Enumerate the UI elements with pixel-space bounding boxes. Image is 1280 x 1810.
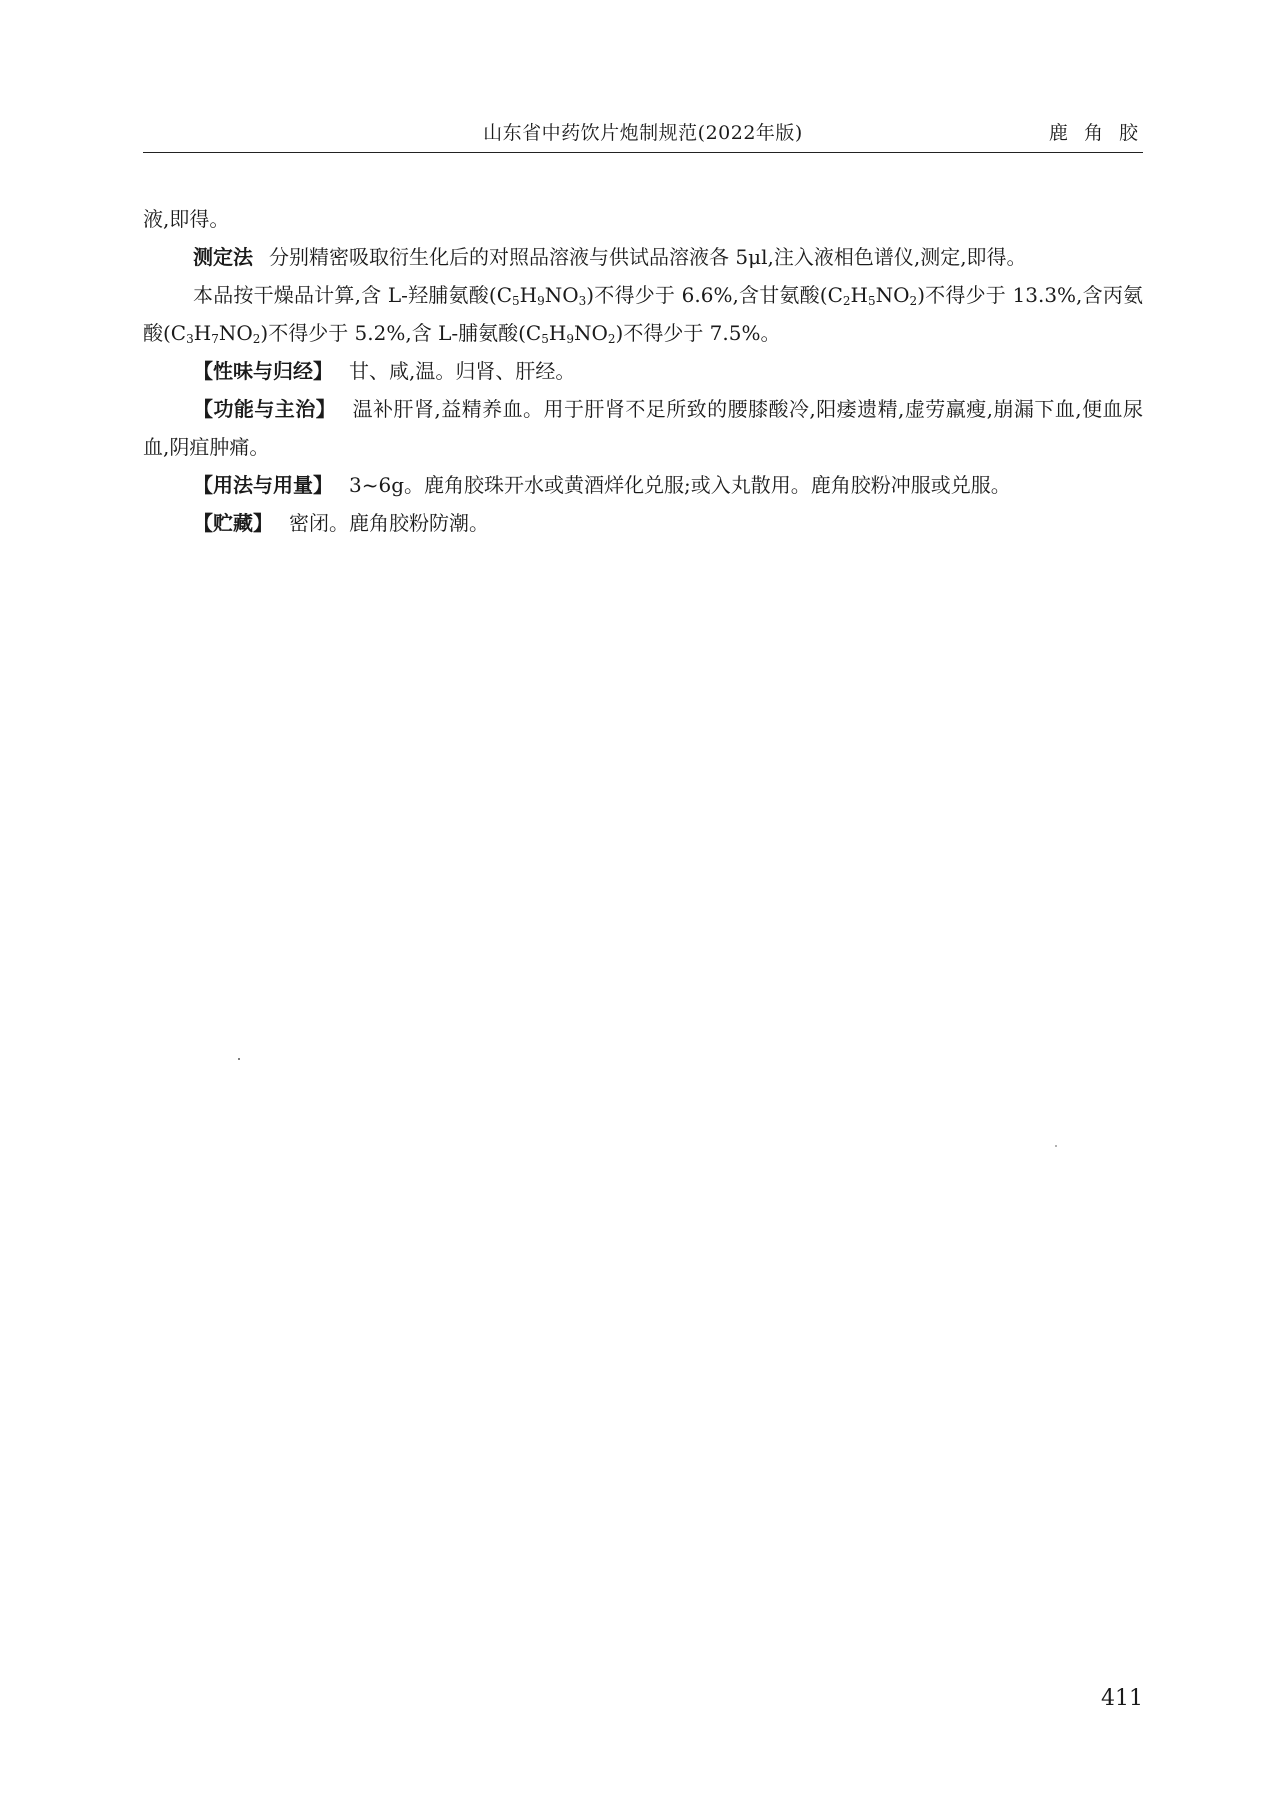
- limits-text: )不得少于 13.3%,含丙氨酸(C: [143, 283, 1144, 345]
- paragraph-functions: [143, 390, 1143, 466]
- section-label-assay-method: 测定法: [193, 245, 253, 269]
- limits-text: NO: [218, 321, 253, 345]
- paragraph-storage: [143, 504, 1143, 542]
- paragraph-assay-method: [143, 238, 1143, 276]
- limits-text: H: [193, 321, 212, 345]
- subscript: 2: [909, 294, 918, 308]
- page-number: 411: [1101, 1686, 1143, 1711]
- subscript: 2: [252, 332, 261, 346]
- running-header: [143, 110, 1143, 150]
- subscript: 5: [868, 294, 876, 308]
- subscript: 9: [566, 332, 574, 346]
- continuation-text: 液,即得。: [143, 207, 230, 231]
- paragraph-continuation: [143, 200, 1143, 238]
- limits-text: )不得少于 6.6%,含甘氨酸(C: [586, 283, 843, 307]
- subscript: 2: [842, 294, 851, 308]
- paragraph-dosage: [143, 466, 1143, 504]
- subscript: 3: [578, 294, 587, 308]
- subscript: 7: [211, 332, 219, 346]
- section-label-properties: 【性味与归经】: [193, 359, 333, 383]
- limits-text: NO: [875, 283, 910, 307]
- scan-speck: [1055, 1145, 1057, 1147]
- limits-text: )不得少于 5.2%,含 L-脯氨酸(C: [260, 321, 542, 345]
- subscript: 2: [607, 332, 616, 346]
- section-label-dosage: 【用法与用量】: [193, 473, 333, 497]
- paragraph-properties: [143, 352, 1143, 390]
- limits-text: H: [850, 283, 868, 307]
- subscript: 3: [186, 332, 194, 346]
- limits-text: H: [519, 283, 538, 307]
- subscript: 5: [541, 332, 549, 346]
- subscript: 9: [537, 294, 545, 308]
- functions-text: 温补肝肾,益精养血。用于肝肾不足所致的腰膝酸冷,阳痿遗精,虚劳羸瘦,崩漏下血,便血尿血,阴疽肿痛。: [143, 397, 1143, 459]
- book-title: 山东省中药饮片炮制规范(2022年版): [483, 122, 803, 144]
- header-divider: [143, 152, 1143, 153]
- section-label-functions: 【功能与主治】: [193, 397, 337, 421]
- limits-text: NO: [544, 283, 579, 307]
- dosage-text: 3~6g。鹿角胶珠开水或黄酒烊化兑服;或入丸散用。鹿角胶粉冲服或兑服。: [349, 473, 1011, 497]
- storage-text: 密闭。鹿角胶粉防潮。: [289, 511, 489, 535]
- section-label-storage: 【贮藏】: [193, 511, 273, 535]
- scan-speck: [238, 1058, 240, 1060]
- paragraph-content-limits: [143, 276, 1143, 352]
- entry-name: 鹿 角 胶: [1048, 122, 1143, 144]
- assay-method-text: 分别精密吸取衍生化后的对照品溶液与供试品溶液各 5μl,注入液相色谱仪,测定,即得。: [269, 245, 1027, 269]
- main-text: [143, 200, 1143, 542]
- limits-text: NO: [573, 321, 608, 345]
- properties-text: 甘、咸,温。归肾、肝经。: [349, 359, 576, 383]
- limits-text: )不得少于 7.5%。: [615, 321, 781, 345]
- limits-text: H: [548, 321, 567, 345]
- limits-text: 本品按干燥品计算,含 L-羟脯氨酸(C: [193, 283, 513, 307]
- subscript: 5: [512, 294, 520, 308]
